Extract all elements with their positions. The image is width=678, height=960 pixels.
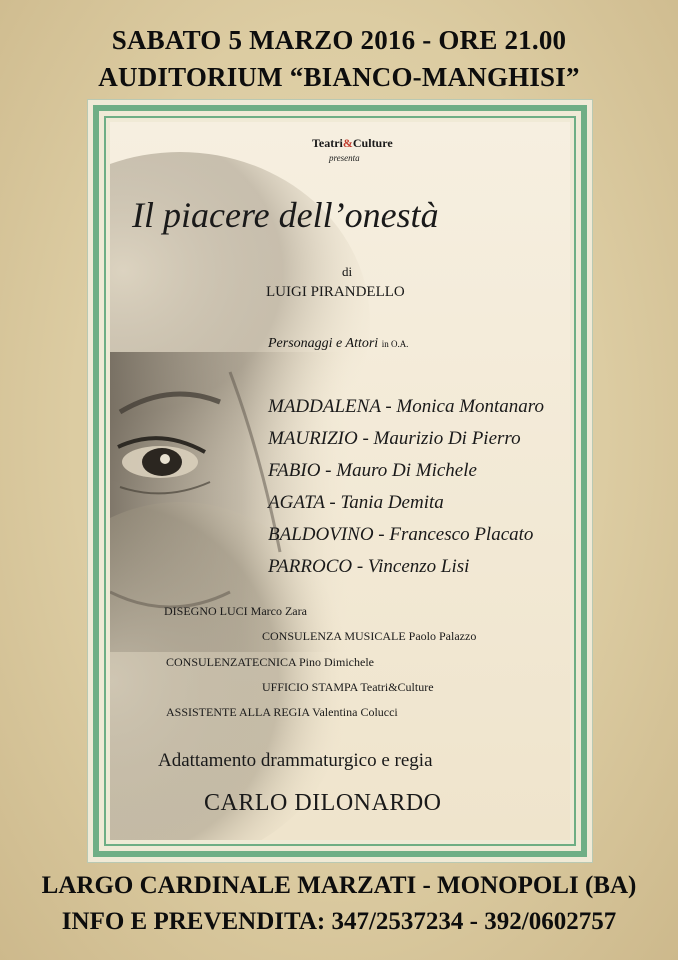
cast-item: MAURIZIO - Maurizio Di Pierro — [268, 428, 521, 449]
cast-item: FABIO - Mauro Di Michele — [268, 460, 477, 481]
by-label: di — [342, 264, 353, 279]
event-footer — [0, 868, 678, 940]
event-date-time: SABATO 5 MARZO 2016 - ORE 21.00 — [111, 25, 567, 55]
credit-item: DISEGNO LUCI Marco Zara — [164, 604, 307, 618]
cast-item: MADDALENA - Monica Montanaro — [268, 396, 545, 417]
cast-heading: Personaggi e Attori in O.A. — [268, 336, 409, 351]
cast-item: PARROCO - Vincenzo Lisi — [268, 556, 470, 577]
presenta-label: presenta — [329, 153, 360, 163]
credit-item: ASSISTENTE ALLA REGIA Valentina Colucci — [166, 705, 398, 719]
ticket-info: INFO E PREVENDITA: 347/2537234 - 392/0602757 — [61, 908, 617, 935]
play-title: Il piacere dell’onestà — [132, 195, 439, 235]
producer-logo: Teatri&Culture — [312, 136, 393, 150]
poster-panel — [110, 122, 570, 840]
credit-item: UFFICIO STAMPA Teatri&Culture — [262, 680, 434, 694]
author-name: LUIGI PIRANDELLO — [266, 284, 405, 300]
event-address: LARGO CARDINALE MARZATI - MONOPOLI (BA) — [41, 872, 637, 899]
director-name: CARLO DILONARDO — [204, 790, 442, 816]
credit-item: CONSULENZATECNICA Pino Dimichele — [166, 655, 374, 669]
event-header — [0, 22, 678, 96]
cast-item: BALDOVINO - Francesco Placato — [268, 524, 534, 545]
event-venue: AUDITORIUM “BIANCO-MANGHISI” — [98, 62, 580, 92]
cast-item: AGATA - Tania Demita — [268, 492, 444, 513]
direction-label: Adattamento drammaturgico e regia — [158, 750, 433, 771]
credit-item: CONSULENZA MUSICALE Paolo Palazzo — [262, 629, 477, 643]
